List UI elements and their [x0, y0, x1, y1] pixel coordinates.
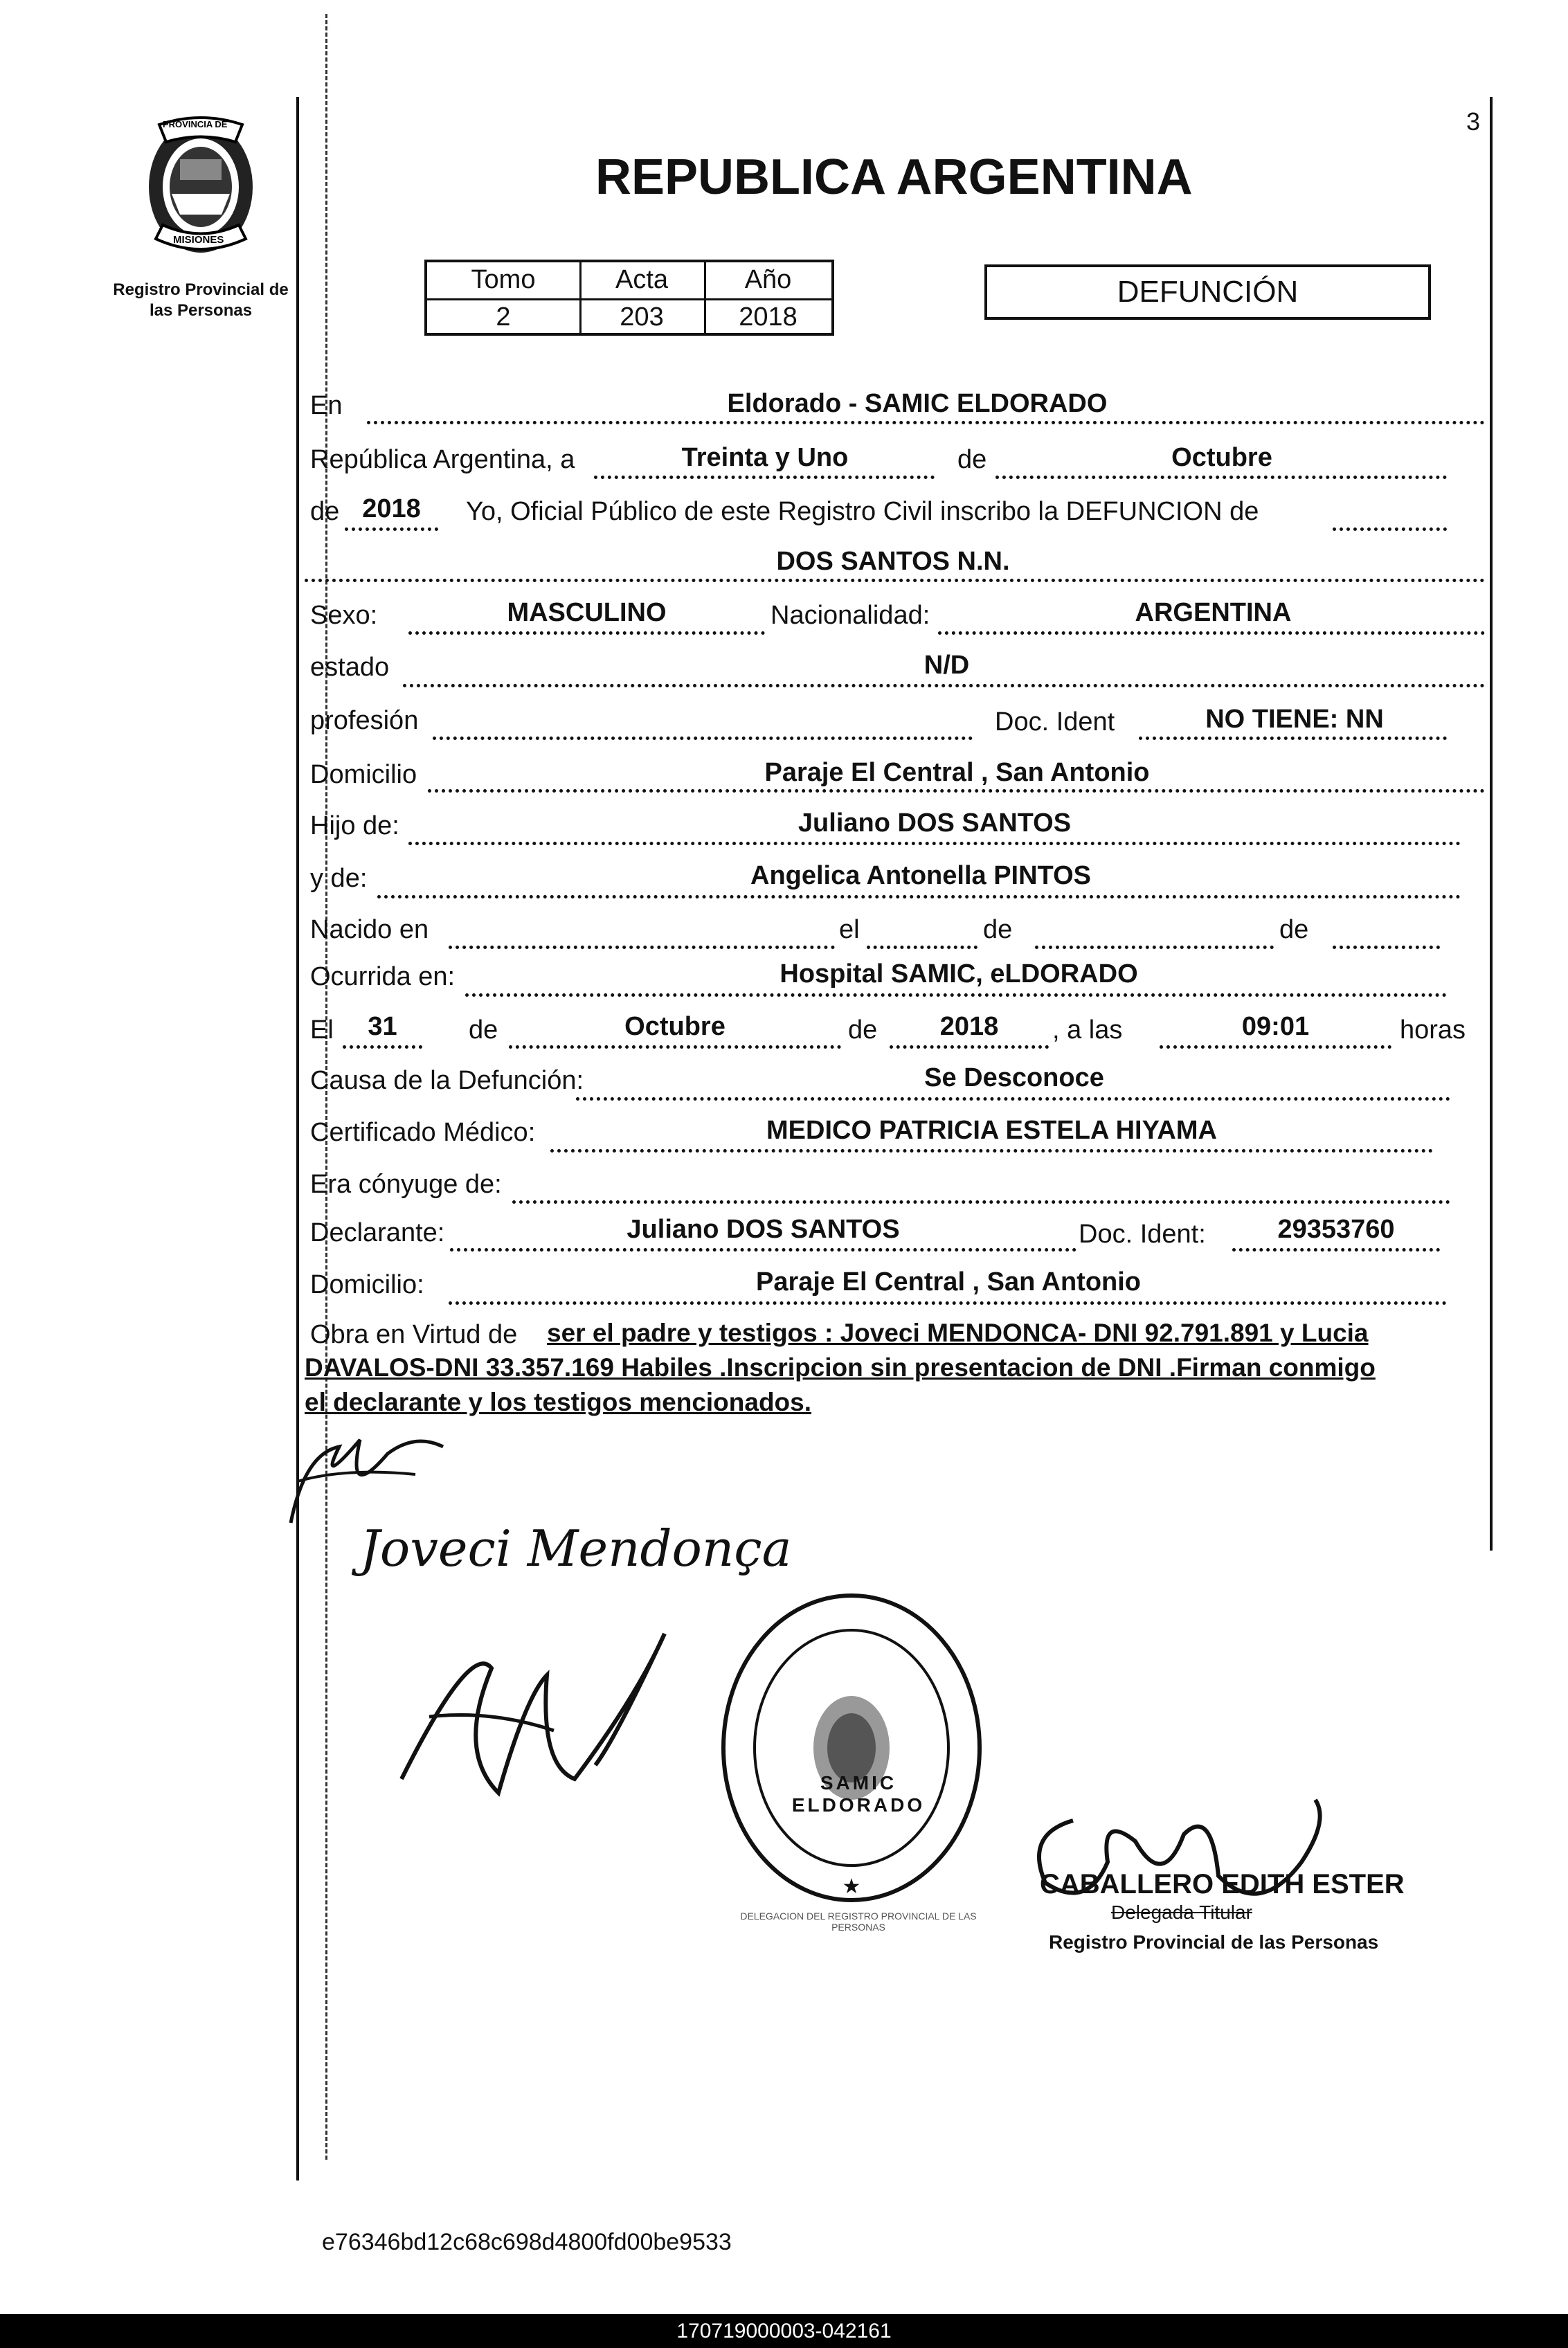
logo-top-text: PROVINCIA DE — [163, 119, 228, 129]
declarante-label: Declarante: — [310, 1218, 445, 1247]
ocurrida-label: Ocurrida en: — [310, 962, 456, 991]
day-words-underline — [594, 476, 935, 479]
en-label: En — [310, 391, 343, 420]
month-de-label: de — [957, 445, 987, 474]
misiones-coat-of-arms-logo — [118, 111, 284, 270]
sexo-label: Sexo: — [310, 601, 378, 630]
nacido-el-underline — [867, 946, 977, 949]
doc-ident-label: Doc. Ident — [995, 707, 1115, 737]
nacionalidad-value: ARGENTINA — [1135, 598, 1292, 627]
conyuge-label: Era cónyuge de: — [310, 1170, 502, 1199]
obra-prefix: Obra en Virtud de — [310, 1320, 518, 1349]
nacionalidad-underline — [938, 631, 1485, 635]
official-signature-scribble — [388, 1613, 678, 1821]
profesion-label: profesión — [310, 706, 419, 735]
right-margin-line — [1490, 97, 1493, 1551]
sexo-underline — [408, 631, 765, 635]
act-type-box: DEFUNCIÓN — [984, 264, 1431, 320]
sexo-value: MASCULINO — [507, 598, 667, 627]
nacido-de1-label: de — [983, 915, 1013, 944]
en-value: Eldorado - SAMIC ELDORADO — [727, 389, 1108, 418]
domicilio-label: Domicilio — [310, 760, 417, 789]
death-day-value: 31 — [368, 1012, 397, 1041]
table-header-anio: Año — [744, 265, 792, 294]
declarante-underline — [450, 1248, 1076, 1252]
deceased-name-value: DOS SANTOS N.N. — [776, 547, 1010, 576]
statement-text: Yo, Oficial Público de este Registro Civil inscribo la DEFUNCION de — [466, 497, 1259, 526]
registry-name-line1: Registro Provincial de — [113, 280, 289, 299]
registry-name-line2: las Personas — [149, 301, 253, 320]
hijo-label: Hijo de: — [310, 811, 399, 840]
table-divider-h — [427, 298, 831, 300]
death-de1-label: de — [469, 1015, 498, 1045]
nacido-underline — [449, 946, 835, 949]
mother-underline — [377, 895, 1461, 898]
a-las-label: , a las — [1052, 1015, 1123, 1045]
table-header-tomo: Tomo — [471, 265, 536, 294]
death-time-value: 09:01 — [1241, 1012, 1310, 1041]
day-words-value: Treinta y Uno — [681, 443, 849, 472]
official-role: Delegada Titular — [1111, 1902, 1252, 1923]
doc-ident-underline — [1139, 737, 1447, 740]
page-title: REPUBLICA ARGENTINA — [595, 150, 1193, 205]
death-el-label: El — [310, 1015, 334, 1045]
yde-label: y de: — [310, 864, 368, 893]
left-margin-line — [296, 97, 299, 2180]
conyuge-underline — [512, 1200, 1450, 1204]
death-month-value: Octubre — [624, 1012, 726, 1041]
death-year-underline — [890, 1045, 1049, 1049]
table-value-anio: 2018 — [739, 302, 797, 332]
profesion-underline — [433, 737, 973, 740]
witness-handwritten-name: Joveci Mendonça — [360, 1519, 792, 1578]
father-underline — [408, 842, 1461, 845]
official-org: Registro Provincial de las Personas — [1049, 1931, 1379, 1953]
causa-label: Causa de la Defunción: — [310, 1066, 584, 1095]
logo-bottom-text: MISIONES — [173, 234, 224, 246]
year-de-label: de — [310, 497, 340, 526]
estado-value: N/D — [923, 651, 970, 680]
volume-table — [424, 260, 834, 336]
nacionalidad-label: Nacionalidad: — [771, 601, 930, 630]
month-value: Octubre — [1171, 443, 1272, 472]
causa-underline — [576, 1097, 1450, 1101]
certificado-value: MEDICO PATRICIA ESTELA HIYAMA — [766, 1116, 1217, 1145]
table-value-tomo: 2 — [496, 302, 511, 332]
nacido-de1-underline — [1035, 946, 1274, 949]
seal-inner-text: SAMIC ELDORADO — [791, 1772, 926, 1816]
year-underline — [345, 527, 438, 531]
deceased-name-underline — [305, 579, 1485, 582]
seal-outer-text: DELEGACION DEL REGISTRO PROVINCIAL DE LAS PERSONAS — [740, 1911, 977, 1933]
document-hash: e76346bd12c68c698d4800fd00be9533 — [322, 2229, 732, 2255]
doc-ident2-underline — [1232, 1248, 1440, 1252]
doc-ident2-label: Doc. Ident: — [1079, 1220, 1206, 1249]
nacido-label: Nacido en — [310, 915, 429, 944]
page-number: 3 — [1466, 107, 1481, 136]
ocurrida-underline — [465, 993, 1447, 997]
obra-line3: el declarante y los testigos mencionados. — [305, 1388, 812, 1416]
mother-value: Angelica Antonella PINTOS — [750, 861, 1091, 890]
domicilio-underline — [428, 789, 1485, 793]
table-header-acta: Acta — [615, 265, 669, 294]
death-de2-label: de — [848, 1015, 878, 1045]
table-value-acta: 203 — [620, 302, 664, 332]
nacido-el-label: el — [839, 915, 860, 944]
year-value: 2018 — [362, 494, 421, 523]
certificado-underline — [550, 1149, 1433, 1153]
estado-underline — [403, 684, 1485, 687]
death-year-value: 2018 — [939, 1012, 999, 1041]
barcode-number: 170719000003-042161 — [676, 2320, 892, 2342]
domicilio2-underline — [449, 1301, 1447, 1305]
ocurrida-value: Hospital SAMIC, eLDORADO — [780, 959, 1138, 988]
death-day-underline — [343, 1045, 422, 1049]
death-month-underline — [509, 1045, 841, 1049]
obra-line2: DAVALOS-DNI 33.357.169 Habiles .Inscripcion sin presentacion de DNI .Firman conmigo — [305, 1353, 1376, 1382]
registry-seal — [717, 1589, 986, 1907]
doc-ident-value: NO TIENE: NN — [1205, 705, 1384, 734]
en-underline — [367, 421, 1485, 424]
death-time-underline — [1160, 1045, 1391, 1049]
nacido-de2-underline — [1333, 946, 1440, 949]
horas-label: horas — [1400, 1015, 1466, 1045]
official-name: CABALLERO EDITH ESTER — [1040, 1869, 1405, 1899]
statement-underline — [1333, 527, 1447, 531]
barcode-bar — [0, 2314, 1568, 2348]
domicilio-value: Paraje El Central , San Antonio — [764, 758, 1150, 787]
doc-ident2-value: 29353760 — [1277, 1215, 1395, 1244]
declarante-value: Juliano DOS SANTOS — [627, 1215, 900, 1244]
nacido-de2-label: de — [1279, 915, 1309, 944]
domicilio2-value: Paraje El Central , San Antonio — [755, 1267, 1142, 1297]
month-underline — [995, 476, 1447, 479]
certificado-label: Certificado Médico: — [310, 1118, 536, 1147]
republica-label: República Argentina, a — [310, 445, 575, 474]
obra-line1: ser el padre y testigos : Joveci MENDONCA- DNI 92.791.891 y Lucia — [547, 1319, 1369, 1347]
causa-value: Se Desconoce — [924, 1063, 1104, 1092]
svg-text:★: ★ — [842, 1875, 861, 1899]
father-value: Juliano DOS SANTOS — [797, 809, 1072, 838]
estado-label: estado — [310, 653, 390, 682]
domicilio2-label: Domicilio: — [310, 1270, 424, 1299]
